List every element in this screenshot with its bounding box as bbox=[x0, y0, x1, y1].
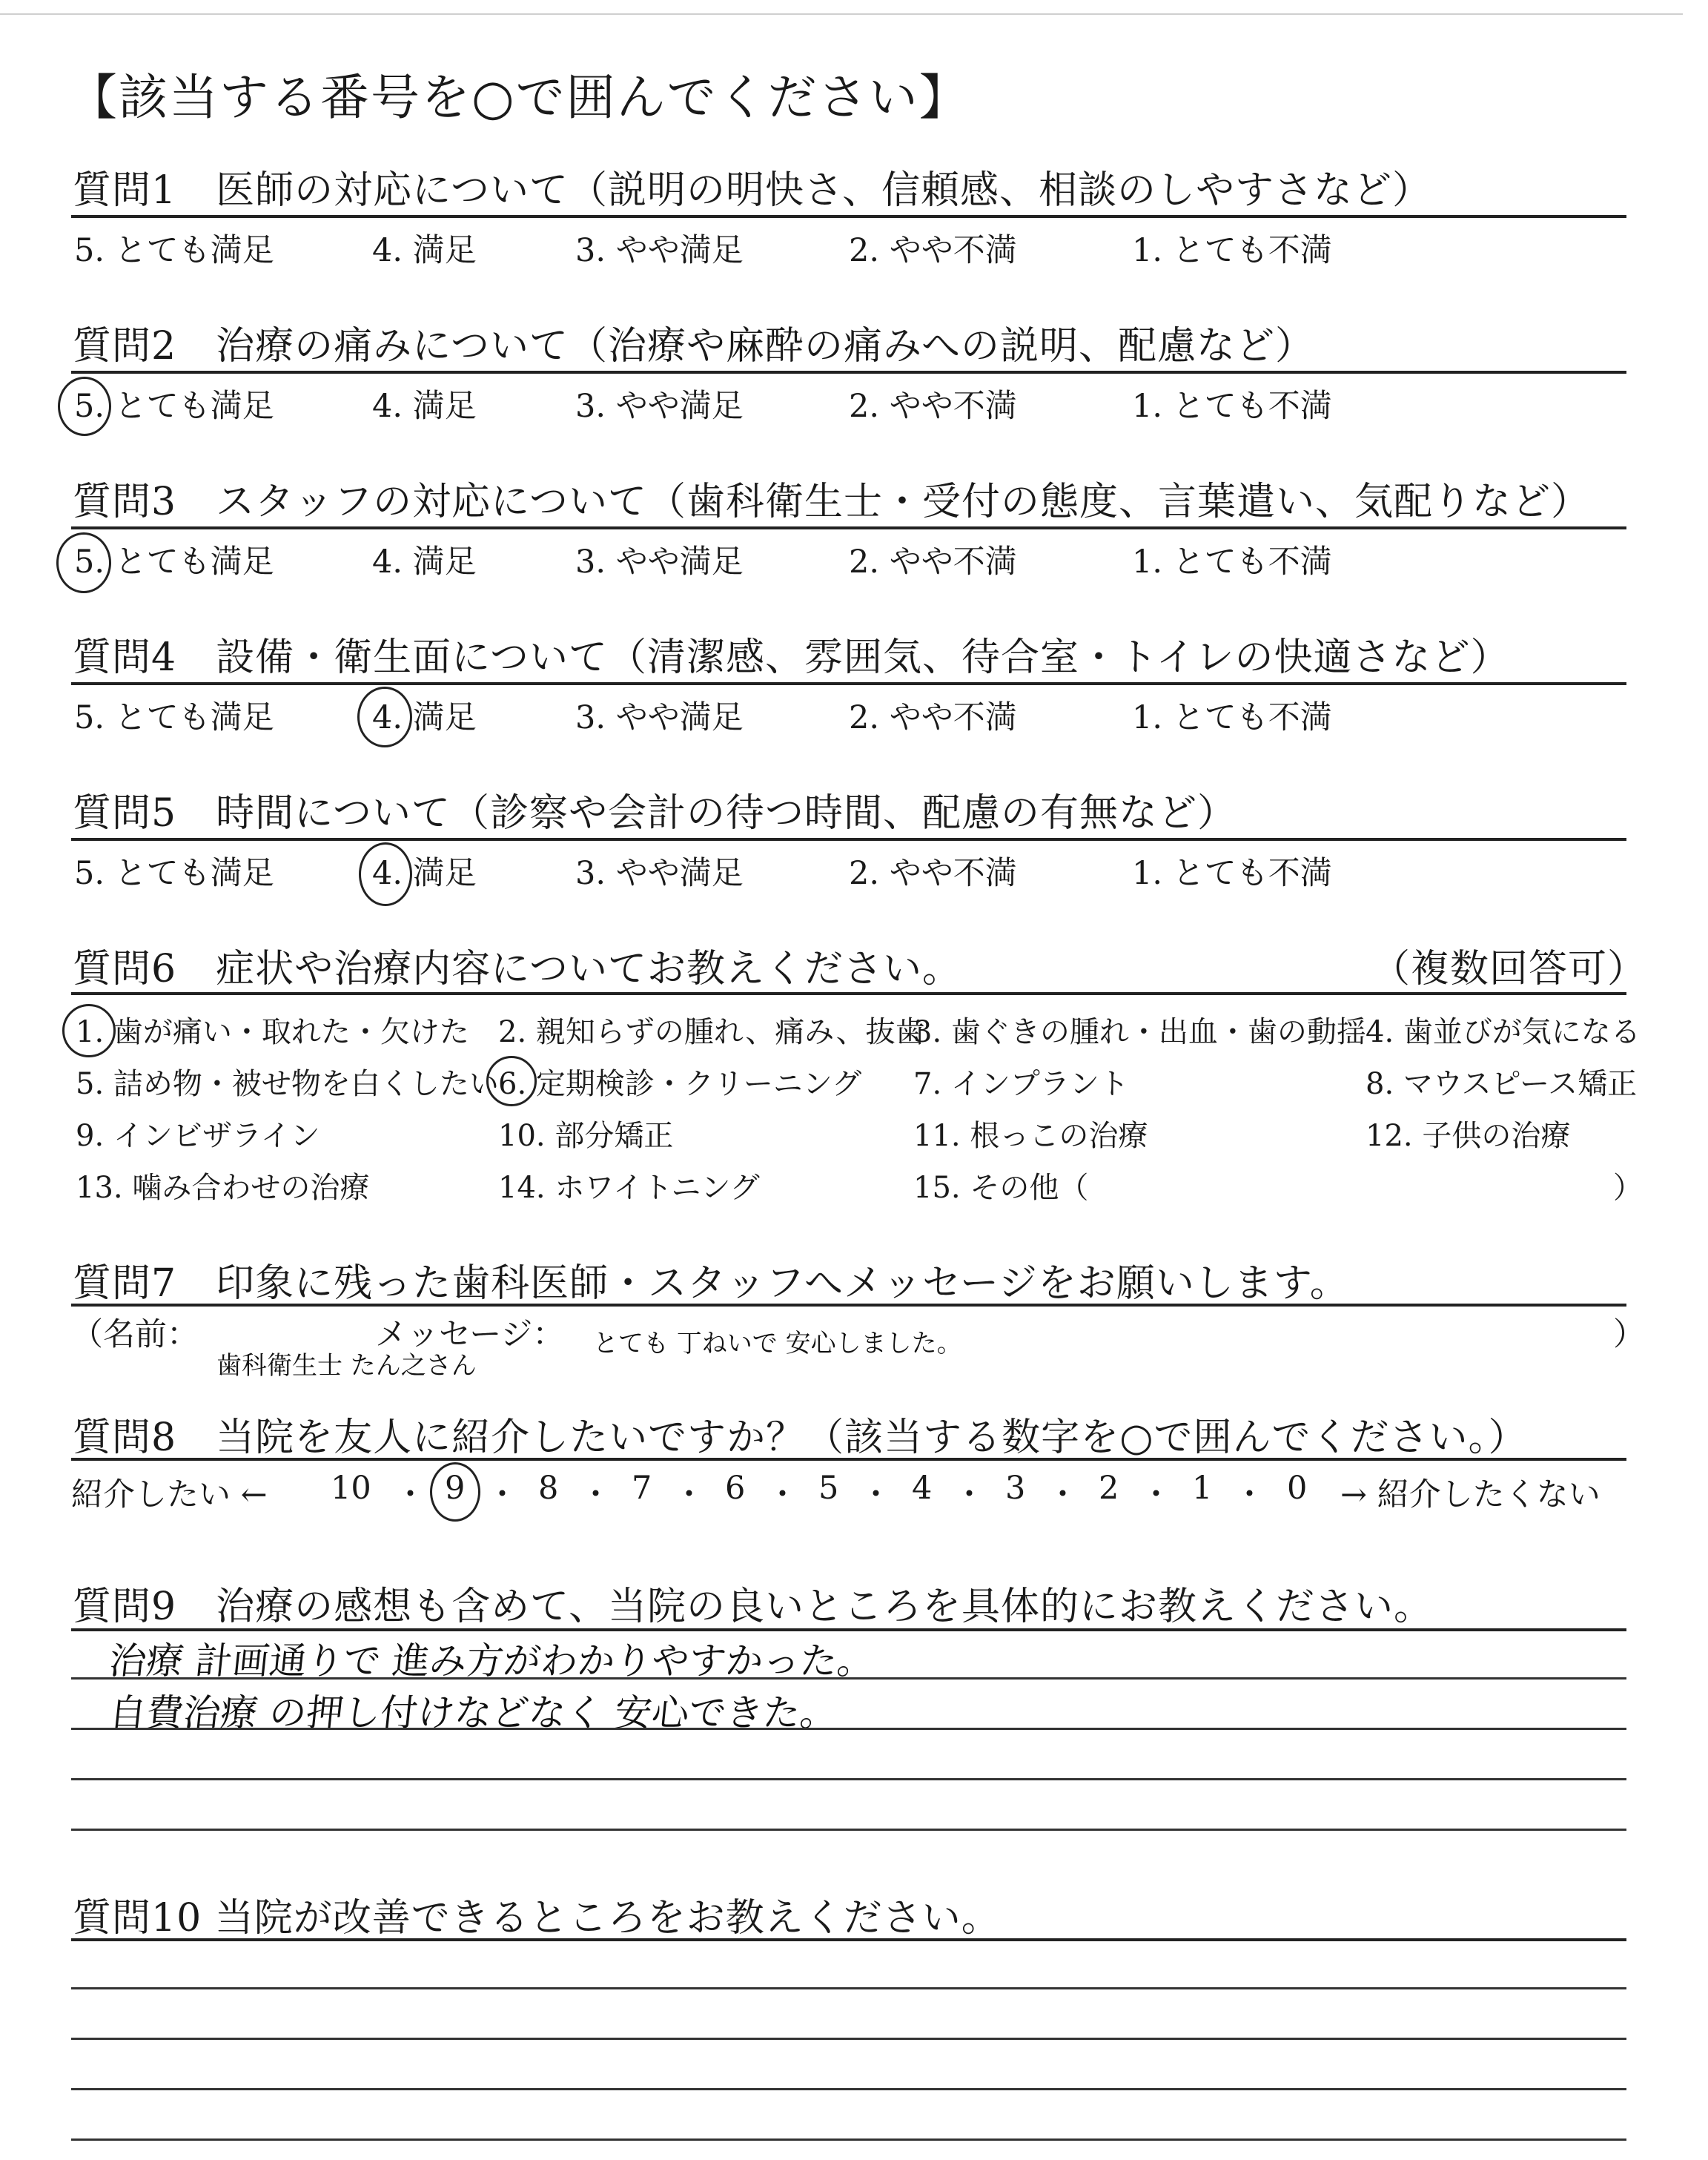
q1-option-2[interactable]: 2. やや不満 bbox=[849, 232, 1017, 269]
q5-rule bbox=[71, 838, 1626, 841]
q1-title: 質問1 医師の対応について（説明の明快さ、信頼感、相談のしやすさなど） bbox=[73, 168, 1431, 213]
q8-dot: ・ bbox=[394, 1476, 426, 1513]
q8-rule bbox=[71, 1458, 1626, 1461]
q4-option-5[interactable]: 5. とても満足 bbox=[74, 699, 274, 736]
q3-selection-circle bbox=[56, 532, 111, 593]
q7-message-handwritten[interactable]: とても 丁ねいで 安心しました。 bbox=[593, 1329, 962, 1358]
q5-option-3[interactable]: 3. やや満足 bbox=[575, 855, 744, 892]
q5-option-4[interactable]: 4. 満足 bbox=[372, 855, 477, 892]
q6-option-3[interactable]: 3. 歯ぐきの腫れ・出血・歯の動揺 bbox=[913, 1015, 1366, 1049]
q8-scale-10[interactable]: 10 bbox=[331, 1470, 371, 1507]
q8-dot: ・ bbox=[953, 1476, 985, 1513]
q8-selection-circle bbox=[430, 1462, 480, 1522]
q8-dot: ・ bbox=[1047, 1476, 1079, 1513]
q2-option-1[interactable]: 1. とても不満 bbox=[1132, 388, 1332, 425]
q6-title: 質問6 症状や治療内容についてお教えください。 bbox=[73, 947, 962, 991]
q4-rule bbox=[71, 682, 1626, 685]
q6-option-2[interactable]: 2. 親知らずの腫れ、痛み、抜歯 bbox=[498, 1015, 925, 1049]
q4-option-1[interactable]: 1. とても不満 bbox=[1132, 699, 1332, 736]
q4-option-2[interactable]: 2. やや不満 bbox=[849, 699, 1017, 736]
q2-rule bbox=[71, 371, 1626, 374]
q2-title: 質問2 治療の痛みについて（治療や麻酔の痛みへの説明、配慮など） bbox=[73, 324, 1315, 369]
q3-option-3[interactable]: 3. やや満足 bbox=[575, 544, 744, 581]
q7-rule bbox=[71, 1304, 1626, 1307]
q6-option-4[interactable]: 4. 歯並びが気になる bbox=[1366, 1015, 1641, 1049]
q1-option-5[interactable]: 5. とても満足 bbox=[74, 232, 274, 269]
q6-option-11[interactable]: 11. 根っこの治療 bbox=[913, 1119, 1148, 1153]
q8-dot: ・ bbox=[580, 1476, 612, 1513]
q8-scale-4[interactable]: 4 bbox=[912, 1470, 933, 1507]
q1-rule bbox=[71, 215, 1626, 218]
q9-writing-line bbox=[71, 1728, 1626, 1730]
q9-answer-line-1[interactable]: 治療 計画通りで 進み方がわかりやすかった。 bbox=[107, 1639, 877, 1682]
q8-scale-8[interactable]: 8 bbox=[538, 1470, 559, 1507]
q2-selection-circle bbox=[58, 377, 111, 436]
q6-option-12[interactable]: 12. 子供の治療 bbox=[1366, 1119, 1571, 1153]
q8-scale-2[interactable]: 2 bbox=[1099, 1470, 1119, 1507]
q8-scale-0[interactable]: 0 bbox=[1287, 1470, 1308, 1507]
q8-scale-9[interactable]: 9 bbox=[445, 1470, 466, 1507]
q8-right-label: → 紹介したくない bbox=[1340, 1476, 1601, 1513]
page-header: 【該当する番号を○で囲んでください】 bbox=[68, 69, 970, 126]
q6-rule bbox=[71, 992, 1626, 995]
q8-dot: ・ bbox=[860, 1476, 892, 1513]
q9-writing-line bbox=[71, 1677, 1626, 1680]
q7-name-label: （名前： bbox=[71, 1316, 199, 1353]
q10-writing-line[interactable] bbox=[71, 2038, 1626, 2040]
q8-dot: ・ bbox=[486, 1476, 518, 1513]
q6-multiple-note: （複数回答可） bbox=[1371, 947, 1647, 991]
q8-scale-3[interactable]: 3 bbox=[1005, 1470, 1026, 1507]
q1-option-1[interactable]: 1. とても不満 bbox=[1132, 232, 1332, 269]
q6-option-6[interactable]: 6. 定期検診・クリーニング bbox=[498, 1067, 862, 1101]
q10-title: 質問10 当院が改善できるところをお教えください。 bbox=[73, 1896, 1001, 1941]
q10-writing-line[interactable] bbox=[71, 2088, 1626, 2090]
q8-dot: ・ bbox=[767, 1476, 798, 1513]
q7-name-handwritten[interactable]: 歯科衛生士 たん之さん bbox=[216, 1351, 477, 1381]
q6-option-13[interactable]: 13. 噛み合わせの治療 bbox=[76, 1171, 370, 1205]
q5-option-2[interactable]: 2. やや不満 bbox=[849, 855, 1017, 892]
q5-option-5[interactable]: 5. とても満足 bbox=[74, 855, 274, 892]
q8-dot: ・ bbox=[1140, 1476, 1172, 1513]
q6-option-1[interactable]: 1. 歯が痛い・取れた・欠けた bbox=[76, 1015, 469, 1049]
q8-scale-7[interactable]: 7 bbox=[632, 1470, 652, 1507]
q2-option-3[interactable]: 3. やや満足 bbox=[575, 388, 744, 425]
q6-selection-circle-1 bbox=[62, 1004, 116, 1057]
q2-option-5[interactable]: 5. とても満足 bbox=[74, 388, 274, 425]
q6-option-10[interactable]: 10. 部分矯正 bbox=[498, 1119, 674, 1153]
q2-option-4[interactable]: 4. 満足 bbox=[372, 388, 477, 425]
q6-option-7[interactable]: 7. インプラント bbox=[913, 1067, 1129, 1101]
q6-option-14[interactable]: 14. ホワイトニング bbox=[498, 1171, 760, 1205]
q1-option-3[interactable]: 3. やや満足 bbox=[575, 232, 744, 269]
q8-dot: ・ bbox=[1234, 1476, 1265, 1513]
q3-option-1[interactable]: 1. とても不満 bbox=[1132, 544, 1332, 581]
q3-option-2[interactable]: 2. やや不満 bbox=[849, 544, 1017, 581]
q8-dot: ・ bbox=[673, 1476, 705, 1513]
q4-selection-circle bbox=[357, 687, 412, 747]
q7-title: 質問7 印象に残った歯科医師・スタッフへメッセージをお願いします。 bbox=[73, 1261, 1349, 1306]
q3-option-4[interactable]: 4. 満足 bbox=[372, 544, 477, 581]
q8-title: 質問8 当院を友人に紹介したいですか？（該当する数字を○で囲んでください。） bbox=[73, 1416, 1528, 1460]
q6-option-9[interactable]: 9. インビザライン bbox=[76, 1119, 320, 1153]
q4-option-4[interactable]: 4. 満足 bbox=[372, 699, 477, 736]
q9-title: 質問9 治療の感想も含めて、当院の良いところを具体的にお教えください。 bbox=[73, 1585, 1434, 1629]
q10-rule bbox=[71, 1938, 1626, 1941]
q6-option-5[interactable]: 5. 詰め物・被せ物を白くしたい bbox=[76, 1067, 499, 1101]
q3-rule bbox=[71, 526, 1626, 529]
q7-message-label: メッセージ： bbox=[375, 1316, 565, 1353]
q9-answer-line-2[interactable]: 自費治療 の押し付けなどなく 安心できた。 bbox=[107, 1691, 840, 1734]
q4-option-3[interactable]: 3. やや満足 bbox=[575, 699, 744, 736]
top-border bbox=[0, 13, 1683, 15]
q4-title: 質問4 設備・衛生面について（清潔感、雰囲気、待合室・トイレの快適さなど） bbox=[73, 635, 1510, 680]
q6-option-8[interactable]: 8. マウスピース矯正 bbox=[1366, 1067, 1638, 1101]
q8-left-label: 紹介したい ← bbox=[71, 1476, 268, 1513]
q2-option-2[interactable]: 2. やや不満 bbox=[849, 388, 1017, 425]
q6-selection-circle-6 bbox=[486, 1056, 537, 1106]
q5-selection-circle bbox=[359, 842, 412, 906]
q5-option-1[interactable]: 1. とても不満 bbox=[1132, 855, 1332, 892]
q8-scale-6[interactable]: 6 bbox=[725, 1470, 746, 1507]
q6-option-15[interactable]: 15. その他（ bbox=[913, 1171, 1089, 1205]
q3-title: 質問3 スタッフの対応について（歯科衛生士・受付の態度、言葉遣い、気配りなど） bbox=[73, 480, 1591, 524]
q8-scale-1[interactable]: 1 bbox=[1192, 1470, 1213, 1507]
q3-option-5[interactable]: 5. とても満足 bbox=[74, 544, 274, 581]
q6-other-close-paren: ） bbox=[1613, 1171, 1643, 1205]
q7-close-paren: ） bbox=[1613, 1316, 1645, 1353]
q1-option-4[interactable]: 4. 満足 bbox=[372, 232, 477, 269]
q9-writing-line bbox=[71, 1829, 1626, 1831]
q8-scale-5[interactable]: 5 bbox=[818, 1470, 839, 1507]
q9-writing-line bbox=[71, 1778, 1626, 1780]
q10-writing-line[interactable] bbox=[71, 1987, 1626, 1989]
q5-title: 質問5 時間について（診察や会計の待つ時間、配慮の有無など） bbox=[73, 791, 1237, 836]
q10-writing-line[interactable] bbox=[71, 2138, 1626, 2141]
